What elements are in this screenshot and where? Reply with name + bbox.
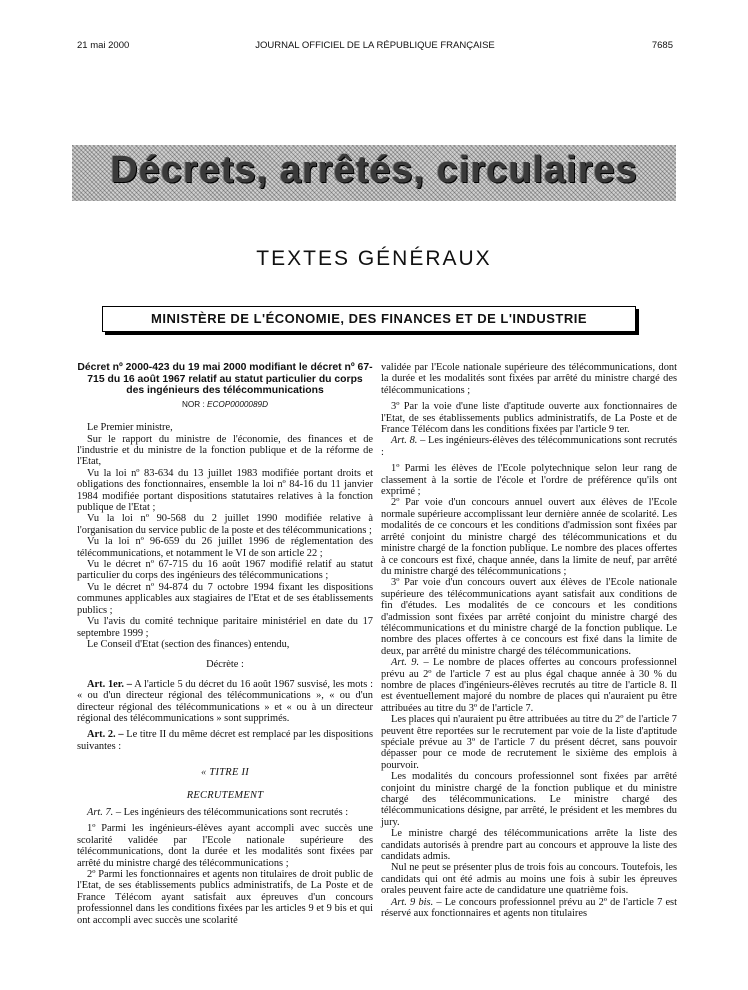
paragraph: 3º Par voie d'un concours ouvert aux élèves de l'Ecole nationale supérieure des télécommunications ayant satisfait aux conditions de fin d'études. Les modalités de ce concours et les conditions d'admission sont fixées par arrêté conjoint du ministre chargé des télécommunications et du ministre chargé de la fonction publique. Le nombre des places offertes à ce concours est fixé dans la limite de deux, par arrêté du ministre chargé des télécommunications. <box>381 577 677 657</box>
article-label: Art. 9. <box>391 657 420 669</box>
article-label: Art. 7. <box>87 806 114 818</box>
header-journal-title: JOURNAL OFFICIEL DE LA RÉPUBLIQUE FRANÇAISE <box>255 40 495 51</box>
article-label: Art. 8. <box>391 435 418 447</box>
article-text: Le titre II du même décret est remplacé par les dispositions suivantes : <box>77 729 373 752</box>
paragraph: 2º Par voie d'un concours annuel ouvert aux élèves de l'Ecole normale supérieure accomplissant leur dernière année de scolarité. Les modalités de ce concours et les conditions d'admission sont fixées par arrêté conjoint du ministre chargé des télécommunications et du ministre chargé de la fonction publique. Le nombre des places offertes à ce concours est fixé, chaque année, dans la limite de neuf, par arrêté du ministre chargé des télécommunications ; <box>381 497 677 577</box>
paragraph: Nul ne peut se présenter plus de trois fois au concours. Toutefois, les candidats qui ont été admis au moins une fois à subir les épreuves orales peuvent faire acte de candidature une quatrième fois. <box>381 862 677 897</box>
paragraph: Les modalités du concours professionnel sont fixées par arrêté conjoint du ministre chargé de la fonction publique et du ministre chargé des télécommunications. Le ministre chargé des télécommunications désigne, par arrêté, le président et les membres du jury. <box>381 771 677 828</box>
paragraph: Vu la loi nº 83-634 du 13 juillet 1983 modifiée portant droits et obligations des fonctionnaires, ensemble la loi nº 84-16 du 11 janvier 1984 modifiée portant dispositions statutaires relatives à la fonction publique de l'Etat ; <box>77 467 373 514</box>
banner-title: Décrets, arrêtés, circulaires <box>110 149 638 191</box>
header-page-number: 7685 <box>651 40 673 51</box>
article-label: Art. 2. – <box>87 729 124 741</box>
paragraph: Vu le décret nº 67-715 du 16 août 1967 modifié relatif au statut particulier du corps des ingénieurs des télécommunications ; <box>77 559 373 582</box>
left-column <box>77 362 373 926</box>
nor-value: ECOP0000089D <box>207 399 269 409</box>
header-date: 21 mai 2000 <box>77 40 130 51</box>
paragraph: 3º Par la voie d'une liste d'aptitude ouverte aux fonctionnaires de l'Etat, de ses établissements publics administratifs, de La Poste et de France Télécom dans les conditions fixées par l'article 9 ter. <box>381 401 677 436</box>
paragraph: Vu la loi nº 96-659 du 26 juillet 1996 de réglementation des télécommunications, et notamment le VI de son article 22 ; <box>77 536 373 559</box>
paragraph: Vu le décret nº 94-874 du 7 octobre 1994 fixant les dispositions communes applicables aux stagiaires de l'Etat et de ses établissements publics ; <box>77 581 373 616</box>
article-2 <box>77 729 373 752</box>
page-header <box>77 40 673 54</box>
article-text: – Le concours professionnel prévu au 2º de l'article 7 est réservé aux fonctionnaires et agents non titulaires <box>381 896 677 920</box>
article-text: – Les ingénieurs-élèves des télécommunications sont recrutés : <box>381 435 677 458</box>
article-label: Art. 9 bis. <box>391 896 434 908</box>
paragraph: Le ministre chargé des télécommunications arrête la liste des candidats autorisés à prendre part au concours et approuve la liste des candidats admis. <box>381 828 677 863</box>
paragraph: Le Premier ministre, <box>87 422 173 434</box>
paragraph: 1º Parmi les ingénieurs-élèves ayant accompli avec succès une scolarité validée par l'Ecole nationale supérieure des télécommunications, dont la durée et les modalités sont fixées par arrêté du ministre chargé des télécommunications ; <box>77 823 373 869</box>
titre-heading: « TITRE II <box>200 767 250 779</box>
section-banner <box>72 145 676 201</box>
article-text: A l'article 5 du décret du 16 août 1967 susvisé, les mots : « ou d'un directeur régional des télécommunications », « ou d'un directeur régional des télécommunications » et « ou à un directeur régional des télécommunications » sont supprimés. <box>77 678 373 724</box>
article-9 <box>381 657 677 714</box>
article-1 <box>77 679 373 725</box>
article-7 <box>77 807 373 818</box>
article-label: Art. 1er. – <box>87 678 133 690</box>
paragraph: 2º Parmi les fonctionnaires et agents non titulaires de droit public de l'Etat, de ses établissements publics administratifs, de La Poste et de France Télécom ayant satisfait aux épreuves d'un concours professionnel dans les conditions fixées par les articles 9 et 9 bis et qui ont accompli avec succès une scolarité <box>77 869 373 926</box>
decree-title: Décret nº 2000-423 du 19 mai 2000 modifiant le décret nº 67-715 du 16 août 1967 relatif au statut particulier du corps des ingénieurs des télécommunications <box>77 362 373 397</box>
article-8 <box>381 435 677 458</box>
paragraph: Vu l'avis du comité technique paritaire ministériel en date du 17 septembre 1999 ; <box>77 616 373 639</box>
paragraph: validée par l'Ecole nationale supérieure des télécommunications, dont la durée et les modalités sont fixées par arrêté du ministre chargé des télécommunications ; <box>381 362 677 396</box>
section-heading: TEXTES GÉNÉRAUX <box>256 247 492 270</box>
article-9-bis <box>381 897 677 920</box>
ministry-box: MINISTÈRE DE L'ÉCONOMIE, DES FINANCES ET DE L'INDUSTRIE <box>102 306 636 332</box>
recrutement-heading: RECRUTEMENT <box>186 789 264 801</box>
paragraph: Sur le rapport du ministre de l'économie, des finances et de l'industrie et du ministre de la fonction publique et de la réforme de l'Etat, <box>77 433 373 468</box>
article-text: – Les ingénieurs des télécommunications sont recrutés : <box>115 806 349 818</box>
right-column <box>381 362 677 920</box>
paragraph: Les places qui n'auraient pu être attribuées au titre du 2º de l'article 7 peuvent être reportées sur le recrutement par voie de la liste d'aptitude spéciale prévue au 3º de l'article 7 du présent décret, sans pouvoir dépasser pour ce mode de recrutement le sixième des emplois à pourvoir. <box>381 714 677 771</box>
paragraph: 1º Parmi les élèves de l'Ecole polytechnique selon leur rang de classement à la sortie de l'école et l'ordre de préférence qu'ils ont exprimé ; <box>381 463 677 498</box>
paragraph: Vu la loi nº 90-568 du 2 juillet 1990 modifiée relative à l'organisation du service public de la poste et des télécommunications ; <box>77 513 373 536</box>
paragraph: Le Conseil d'Etat (section des finances) entendu, <box>87 638 290 650</box>
nor-reference <box>77 399 373 410</box>
nor-label: NOR : <box>181 399 205 409</box>
decrete-heading: Décrète : <box>206 659 244 671</box>
article-text: – Le nombre de places offertes au concours professionnel prévu au 2º de l'article 7 est au plus égal chaque année à 30 % du nombre de places d'ingénieurs-élèves recrutés au titre de l'article 8. Il est éventuellement majoré du nombre de places qui n'auraient pu être attribuées au titre du 3º de l'article 7. <box>381 657 677 714</box>
